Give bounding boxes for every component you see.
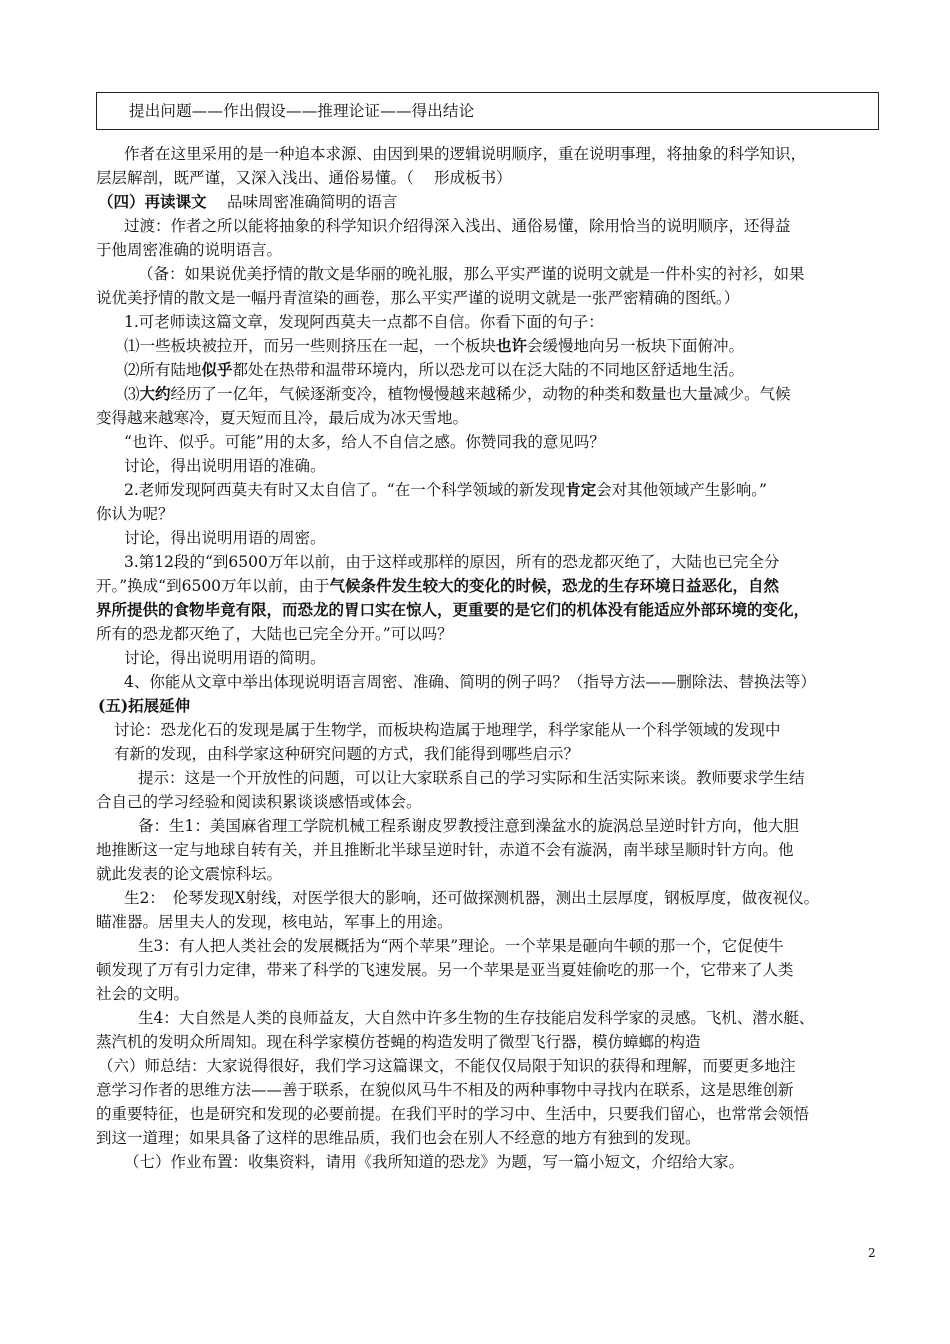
text-line	[124, 336, 744, 356]
text-segment: （七）作业布置：收集资料，请用《我所知道的恐龙》为题，写一篇小短文，介绍给大家。	[124, 1153, 745, 1171]
text-line	[114, 744, 579, 764]
text-segment: 生2： 伦琴发现X射线，对医学很大的影响，还可做探测机器，测出土层厚度，钢板厚度，做夜视仪。	[124, 889, 820, 907]
text-line	[124, 360, 744, 380]
summary-box-text: 提出问题——作出假设——推理论证——得出结论	[129, 102, 475, 120]
text-line	[98, 1056, 796, 1076]
page-number: 2	[868, 1246, 876, 1260]
text-line	[124, 216, 791, 236]
text-segment: 有新的发现，由科学家这种研究问题的方式，我们能得到哪些启示？	[114, 745, 580, 763]
text-segment: 地推断这一定与地球自转有关，并且推断北半球呈逆时针，赤道不会有漩涡，南半球呈顺时针方向。他	[96, 841, 794, 859]
bold-text-segment: 大约	[139, 384, 171, 403]
text-line	[96, 864, 282, 884]
text-segment: 1.可老师读这篇文章，发现阿西莫夫一点都不自信。你看下面的句子：	[124, 313, 604, 331]
text-line	[96, 1128, 701, 1148]
text-segment: ⑶	[124, 385, 140, 403]
text-line	[96, 504, 174, 524]
text-segment: 提示：这是一个开放性的问题，可以让大家联系自己的学习实际和生活实际来谈。教师要求学生结	[138, 769, 805, 787]
text-line	[138, 264, 805, 284]
text-segment: ⑴一些板块被拉开，而另一些则挤压在一起，一个板块	[124, 337, 497, 355]
text-segment: 讨论，得出说明用语的周密。	[124, 529, 326, 547]
text-line	[124, 1152, 744, 1172]
text-segment: 备：生1：美国麻省理工学院机械工程系谢皮罗教授注意到澡盆水的旋涡总呈逆时针方向，他大胆	[138, 817, 799, 835]
text-segment: 会对其他领域产生影响。”	[596, 481, 767, 499]
text-segment: 所有的恐龙都灭绝了，大陆也已完全分开。”可以吗？	[96, 625, 453, 643]
text-segment: 讨论：恐龙化石的发现是属于生物学，而板块构造属于地理学，科学家能从一个科学领域的发现中	[114, 721, 781, 739]
text-line	[98, 696, 190, 716]
text-line	[96, 792, 422, 812]
text-line	[124, 888, 819, 908]
text-line	[96, 840, 794, 860]
bold-text-segment: 气候条件发生较大的变化的时候，恐龙的生存环境日益恶化，自然	[329, 576, 780, 595]
text-segment: 开。”换成“到6500万年以前，由于	[96, 577, 330, 595]
text-segment: 作者在这里采用的是一种追本求源、由因到果的逻辑说明顺序，重在说明事理，将抽象的科学知识，	[124, 145, 807, 163]
text-segment: “也许、似乎。可能”用的太多，给人不自信之感。你赞同我的意见吗？	[124, 433, 605, 451]
text-line	[96, 576, 779, 596]
text-line	[96, 600, 809, 620]
text-line	[124, 384, 791, 404]
text-segment: 变得越来越寒冷，夏天短而且冷，最后成为冰天雪地。	[96, 409, 469, 427]
text-segment: 社会的文明。	[96, 985, 190, 1003]
text-segment: 的重要特征，也是研究和发现的必要前提。在我们平时的学习中、生活中，只要我们留心，也常常会领悟	[96, 1105, 810, 1123]
text-line	[96, 1104, 809, 1124]
text-segment: 到这一道理；如果具备了这样的思维品质，我们也会在别人不经意的地方有独到的发现。	[96, 1129, 701, 1147]
text-line	[96, 1080, 794, 1100]
text-line	[96, 624, 453, 644]
text-segment: 瞄准器。居里夫人的发现，核电站，军事上的用途。	[96, 913, 453, 931]
text-line	[124, 312, 604, 332]
text-line	[124, 528, 326, 548]
text-segment: 说优美抒情的散文是一幅丹青渲染的画卷，那么平实严谨的说明文就是一张严密精确的图纸。）	[96, 289, 740, 307]
text-segment: 3.第12段的“到6500万年以前，由于这样或那样的原因，所有的恐龙都灭绝了，大陆也已完全分	[124, 553, 780, 571]
text-line	[96, 408, 468, 428]
text-segment: 都处在热带和温带环境内，所以恐龙可以在泛大陆的不同地区舒适地生活。	[232, 361, 745, 379]
text-segment: 过渡：作者之所以能将抽象的科学知识介绍得深入浅出、通俗易懂，除用恰当的说明顺序，还得益	[124, 217, 791, 235]
text-segment: 品味周密准确简明的语言	[206, 193, 398, 211]
text-line	[138, 768, 805, 788]
text-line	[138, 1008, 814, 1028]
bold-text-segment: 肯定	[565, 480, 597, 499]
text-segment: （六）师总结：大家说得很好，我们学习这篇课文，不能仅仅局限于知识的获得和理解，而要更多地注	[98, 1057, 796, 1075]
text-segment: 会缓慢地向另一板块下面俯冲。	[527, 337, 745, 355]
text-segment: 蒸汽机的发明众所周知。现在科学家模仿苍蝇的构造发明了微型飞行器，模仿蟑螂的构造	[96, 1033, 701, 1051]
text-line	[96, 912, 453, 932]
text-line	[114, 720, 781, 740]
text-segment: 生4：大自然是人类的良师益友，大自然中许多生物的生存技能启发科学家的灵感。飞机、潜水艇、	[138, 1009, 815, 1027]
text-line	[98, 192, 397, 212]
text-line	[96, 168, 512, 188]
bold-text-segment: 界所提供的食物毕竟有限，而恐龙的胃口实在惊人，更重要的是它们的机体没有能适应外部环境的变化，	[96, 600, 810, 619]
bold-text-segment: （四）再读课文	[98, 192, 207, 211]
text-line	[96, 1032, 701, 1052]
bold-text-segment: (五)拓展延伸	[98, 696, 191, 715]
text-line	[124, 144, 806, 164]
text-segment: 于他周密准确的说明语言。	[96, 241, 283, 259]
text-segment: 意学习作者的思维方法——善于联系，在貌似风马牛不相及的两种事物中寻找内在联系，这是思维创新	[96, 1081, 794, 1099]
text-line	[124, 456, 326, 476]
text-line	[124, 672, 816, 692]
text-line	[124, 432, 605, 452]
text-line	[124, 480, 767, 500]
text-segment: 生3：有人把人类社会的发展概括为“两个苹果”理论。一个苹果是砸向牛顿的那一个，它促使牛	[138, 937, 784, 955]
text-segment: 顿发现了万有引力定律，带来了科学的飞速发展。另一个苹果是亚当夏娃偷吃的那一个，它带来了人类	[96, 961, 794, 979]
text-line	[138, 936, 784, 956]
text-segment: （备：如果说优美抒情的散文是华丽的晚礼服，那么平实严谨的说明文就是一件朴实的衬衫，如果	[138, 265, 805, 283]
text-segment: 层层解剖，既严谨，又深入浅出、通俗易懂。（ 形成板书）	[96, 169, 512, 187]
text-line	[124, 552, 779, 572]
summary-box	[96, 92, 879, 130]
text-line	[124, 648, 326, 668]
text-segment: 合自己的学习经验和阅读积累谈谈感悟或体会。	[96, 793, 422, 811]
text-line	[96, 240, 282, 260]
bold-text-segment: 也许	[496, 336, 528, 355]
text-line	[96, 288, 739, 308]
bold-text-segment: 似乎	[201, 360, 233, 379]
text-line	[96, 984, 189, 1004]
text-line	[96, 960, 794, 980]
text-segment: 经历了一亿年，气候逐渐变冷，植物慢慢越来越稀少，动物的种类和数量也大量减少。气候	[170, 385, 791, 403]
text-segment: 4、你能从文章中举出体现说明语言周密、准确、简明的例子吗？（指导方法——删除法、替换法等）	[124, 673, 816, 691]
text-segment: 2.老师发现阿西莫夫有时又太自信了。“在一个科学领域的新发现	[124, 481, 566, 499]
text-segment: 就此发表的论文震惊科坛。	[96, 865, 283, 883]
text-line	[138, 816, 799, 836]
text-segment: ⑵所有陆地	[124, 361, 202, 379]
text-segment: 你认为呢？	[96, 505, 174, 523]
text-segment: 讨论，得出说明用语的简明。	[124, 649, 326, 667]
text-segment: 讨论，得出说明用语的准确。	[124, 457, 326, 475]
